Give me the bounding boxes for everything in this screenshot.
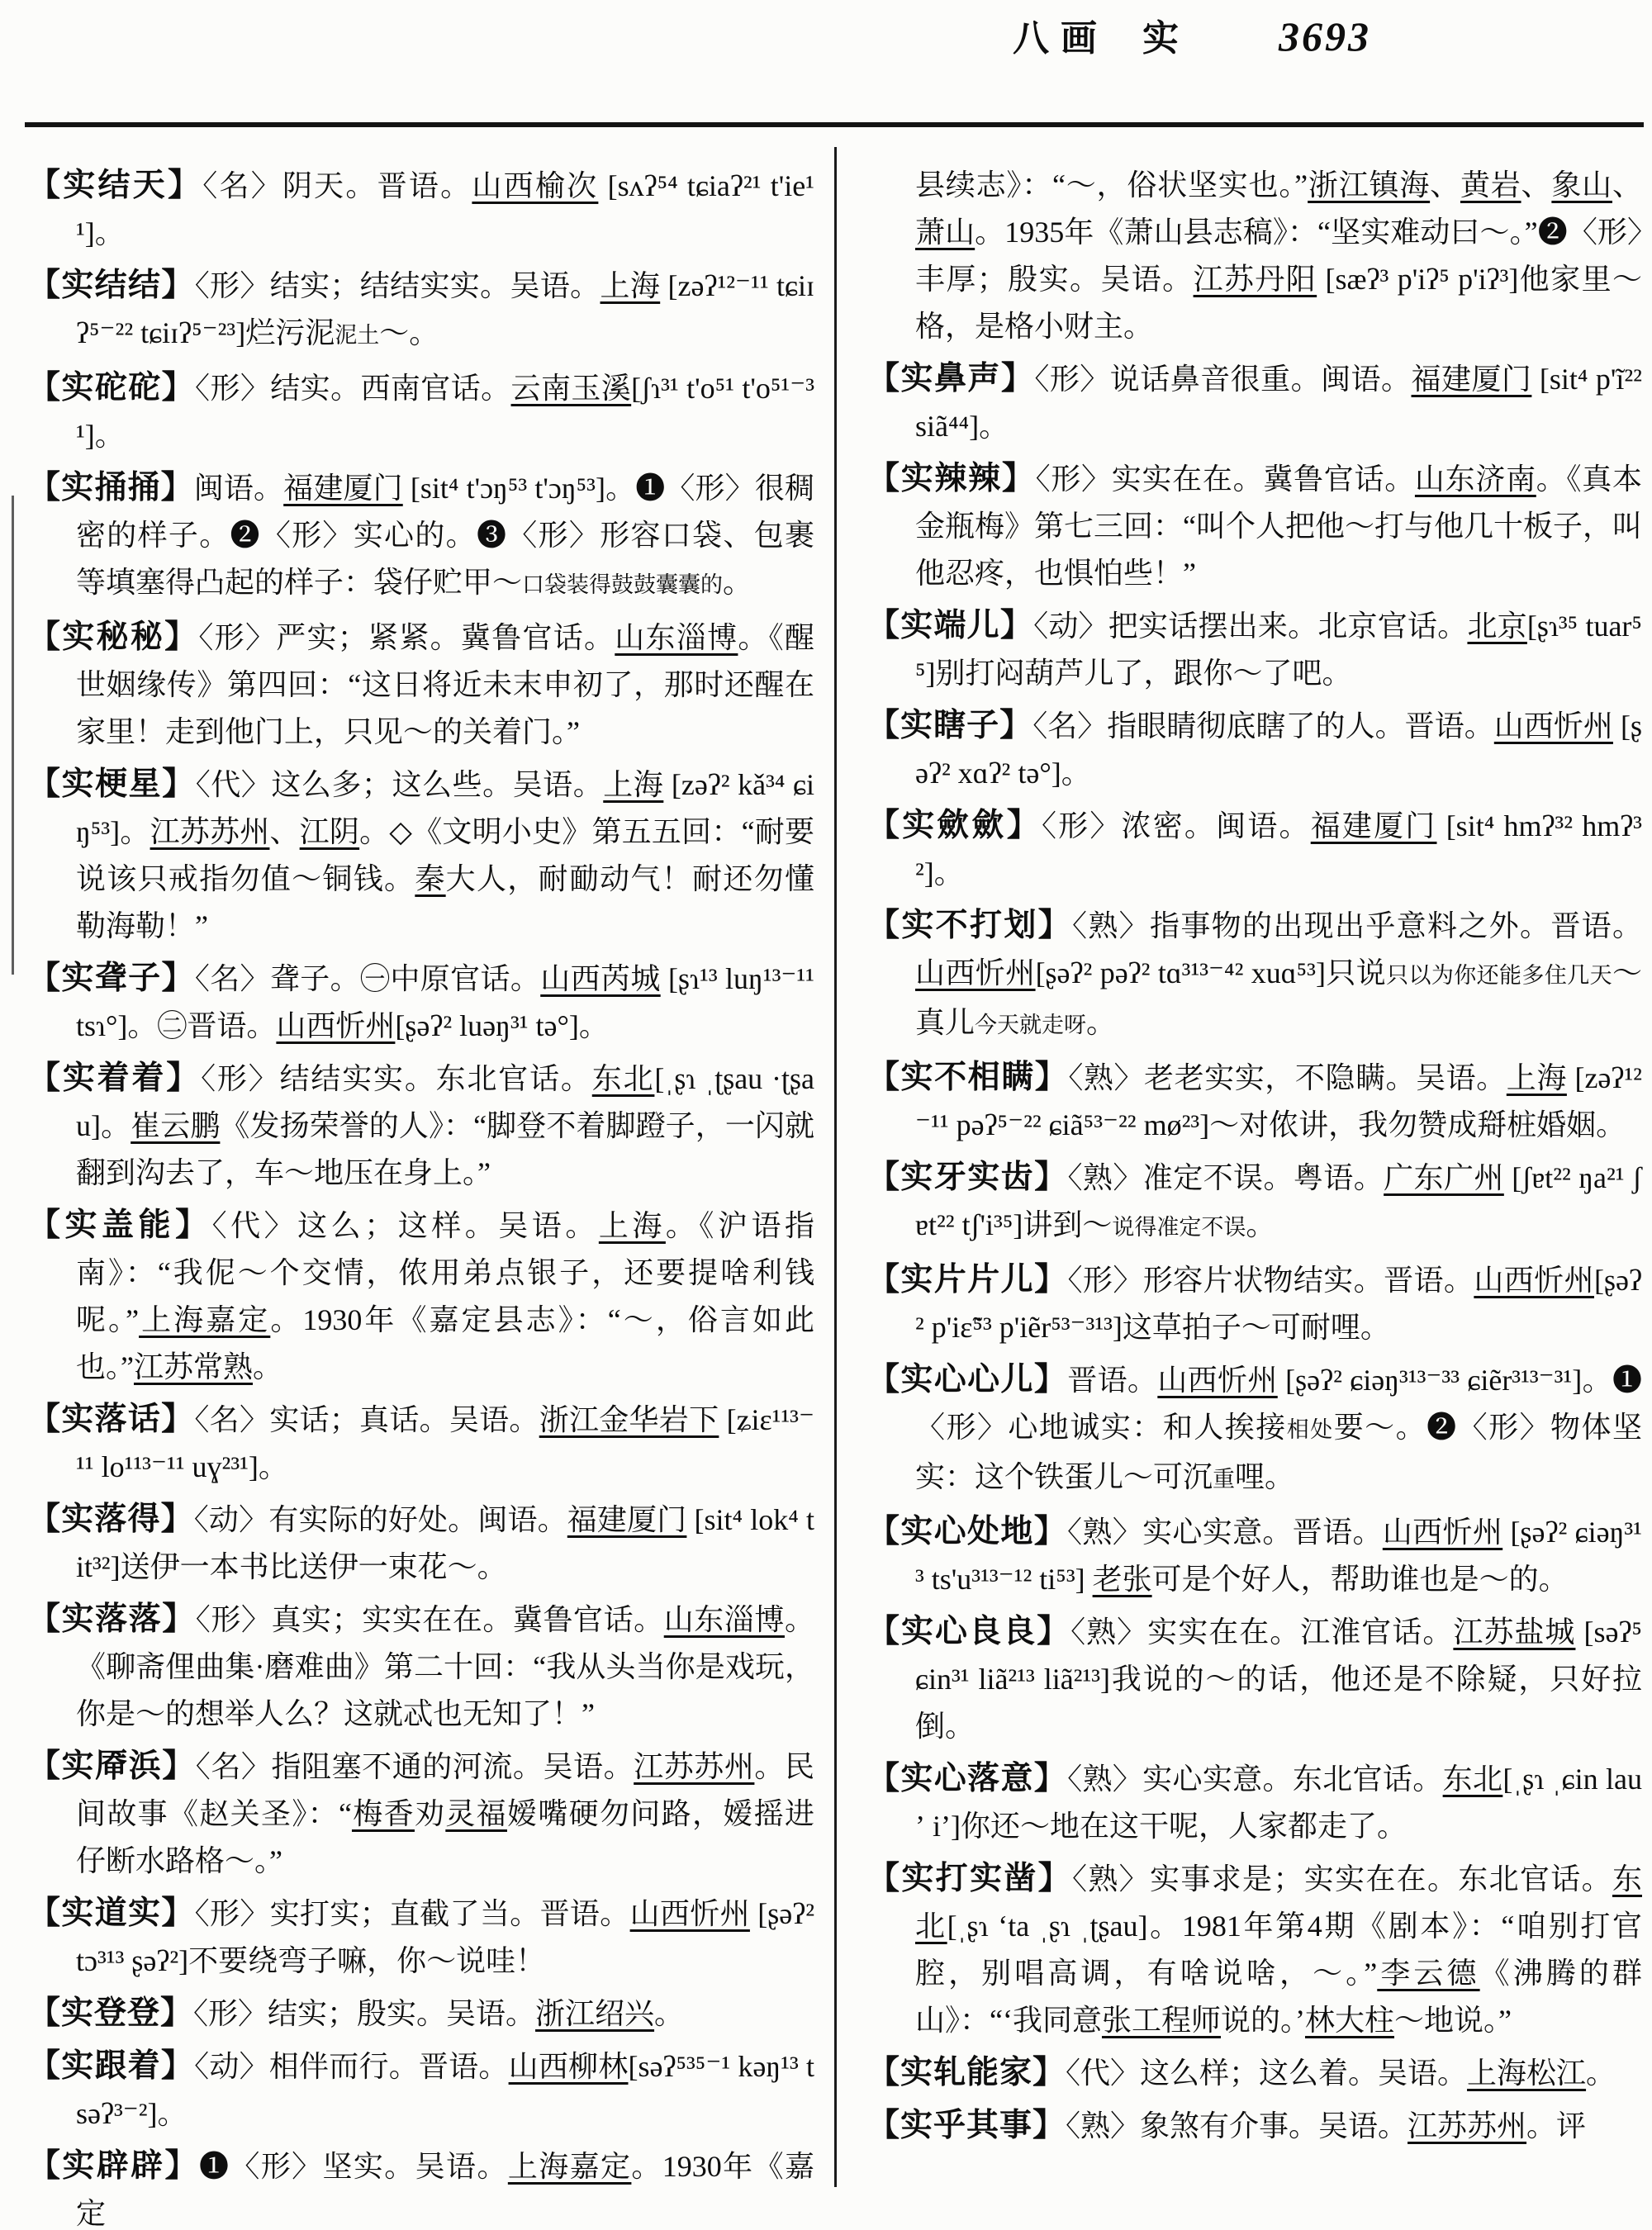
entry-headword: 【实心处地】 (867, 1514, 1068, 1549)
entry-body: ❶〈形〉坚实。吴语。上海嘉定。1930年《嘉定 (76, 2150, 814, 2230)
entry-headword: 【实端儿】 (867, 608, 1034, 643)
header-rule (25, 122, 1644, 127)
dictionary-entry (28, 1055, 814, 1197)
entry-body: 〈熟〉象煞有介事。吴语。江苏苏州。评 (1066, 2109, 1587, 2142)
dictionary-entry (28, 2142, 814, 2230)
entry-body: 县续志》：“～，俗状坚实也。”浙江镇海、黄岩、象山、萧山。1935年《萧山县志稿》：“坚实难动曰～。”❷〈形〉丰厚；殷实。吴语。江苏丹阳 [sæʔ³ p'iʔ⁵ p'iʔ³]他家里～格，是格小财主。 (915, 168, 1642, 343)
page-header (0, 8, 1644, 61)
dictionary-entry (28, 1202, 814, 1391)
entry-headword: 【实不相瞒】 (867, 1060, 1069, 1095)
dictionary-entry (28, 2043, 814, 2137)
entry-headword: 【实鼻声】 (867, 361, 1035, 396)
dictionary-entry (867, 355, 1642, 450)
entry-body: 〈形〉结实。西南官话。云南玉溪[ʃɿ³¹ t'o⁵¹ t'o⁵¹⁻³¹]。 (76, 372, 814, 452)
entry-headword: 【实捅捅】 (28, 470, 194, 505)
entry-body: 〈熟〉指事物的出现出乎意料之外。晋语。山西忻州[ʂəʔ² pəʔ² tɑ³¹³⁻⁴² xuɑ⁵³]只说只以为你还能多住几天～真儿今天就走呀。 (915, 909, 1642, 1039)
entry-headword: 【实道实】 (28, 1896, 195, 1931)
dictionary-entry (28, 364, 814, 459)
entry-headword: 【实梗星】 (28, 766, 196, 802)
entry-headword: 【实辣辣】 (867, 461, 1036, 496)
dictionary-entry (28, 761, 814, 950)
entry-headword: 【实砣砣】 (28, 370, 196, 406)
dictionary-entry (867, 702, 1642, 797)
entry-body: 〈熟〉老老实实，不隐瞒。吴语。上海 [zəʔ¹²⁻¹¹ pəʔ⁵⁻²² ɕiã⁵³⁻²² mø²³]～对侬讲，我勿赞成搿桩婚姻。 (915, 1061, 1642, 1141)
entry-headword: 【实乎其事】 (867, 2108, 1066, 2143)
entry-headword: 【实盖能】 (28, 1208, 212, 1243)
entry-headword: 【实不打划】 (867, 908, 1072, 943)
dictionary-entry (28, 262, 814, 359)
entry-headword: 【实心心儿】 (867, 1362, 1068, 1397)
entry-body: 〈形〉真实；实实在在。冀鲁官话。山东淄博。《聊斋俚曲集·磨难曲》第二十回：“我从头当你是戏玩，你是～的想举人么？这就忒也无知了！” (76, 1603, 814, 1730)
entry-headword: 【实聋子】 (28, 961, 195, 996)
dictionary-entry (28, 955, 814, 1050)
entry-headword: 【实秘秘】 (28, 619, 199, 655)
dictionary-entry (28, 614, 814, 756)
entry-body: 〈形〉实实在在。冀鲁官话。山东济南。《真本金瓶梅》第七三回：“叫个人把他～打与他几十板子，叫他忍疼，也惧怕些！” (915, 463, 1642, 590)
entry-headword: 【实片片儿】 (867, 1262, 1068, 1298)
entry-headword: 【实落得】 (28, 1502, 194, 1537)
entry-headword: 【实着着】 (28, 1060, 202, 1096)
dictionary-entry (28, 1743, 814, 1885)
entry-headword: 【实结天】 (28, 168, 203, 203)
dictionary-entry (867, 602, 1642, 697)
entry-headword: 【实打实凿】 (867, 1861, 1072, 1896)
entry-body: 〈名〉实话；真话。吴语。浙江金华岩下 [ʑiɛ¹¹³⁻¹¹ lo¹¹³⁻¹¹ uɣ²³¹]。 (76, 1403, 814, 1483)
left-column (28, 162, 814, 2230)
entry-body: 〈熟〉实心实意。东北官话。东北[ˌʂɿ ˌɕin lauʼ iʼ]你还～地在这干呢，人家都走了。 (915, 1763, 1642, 1843)
entry-body: 〈代〉这么多；这么些。吴语。上海 [zəʔ² kǎ³⁴ ɕiŋ⁵³]。江苏苏州、江阴。◇《文明小史》第五五回：“耐要说该只戒指勿值～铜钱。秦大人，耐勔动气！耐还勿懂勒海勒！” (76, 768, 814, 942)
dictionary-entry (28, 464, 814, 609)
dictionary-entry (867, 1356, 1642, 1503)
dictionary-entry (28, 1990, 814, 2038)
entry-body: 〈动〉相伴而行。晋语。山西柳林[səʔ⁵³⁵⁻¹ kəŋ¹³ tsəʔ³⁻²]。 (76, 2050, 814, 2130)
dictionary-entry (867, 902, 1642, 1049)
entry-body: 〈代〉这么；这样。吴语。上海。《沪语指南》：“我伲～个交情，侬用弟点银子，还要提啥利钱呢。”上海嘉定。1930年《嘉定县志》：“～，俗言如此也。”江苏常熟。 (76, 1209, 814, 1383)
entry-headword: 【实跟着】 (28, 2048, 195, 2084)
entry-body: 〈形〉结实；结结实实。吴语。上海 [zəʔ¹²⁻¹¹ tɕiɪʔ⁵⁻²² tɕiɪʔ⁵⁻²³]烂污泥泥土～。 (76, 269, 814, 349)
entry-body: 〈形〉严实；紧紧。冀鲁官话。山东淄博。《醒世姻缘传》第四回：“这日将近未末申初了，那时还醒在家里！走到他门上，只见～的关着门。” (76, 621, 814, 748)
dictionary-entry (867, 802, 1642, 897)
entry-headword: 【实落话】 (28, 1402, 195, 1437)
dictionary-entry (28, 1596, 814, 1738)
scan-edge-artifact (12, 496, 14, 975)
entry-body: 〈动〉把实话摆出来。北京官话。北京[ʂɿ³⁵ tuar⁵⁵]别打闷葫芦儿了，跟你～了吧。 (915, 610, 1642, 690)
entry-body: 〈名〉聋子。㊀中原官话。山西芮城 [ʂɿ¹³ luŋ¹³⁻¹¹ tsɿ°]。㊁晋语。山西忻州[ʂəʔ² luəŋ³¹ tə°]。 (76, 962, 814, 1042)
entry-body: 〈形〉结结实实。东北官话。东北[ˌʂɿ ˌʈʂau ·ʈʂau]。崔云鹏《发扬荣誉的人》：“脚登不着脚蹬子，一闪就翻到沟去了，车～地压在身上。” (76, 1062, 814, 1189)
entry-body: 〈名〉指眼睛彻底瞎了的人。晋语。山西忻州 [ʂəʔ² xɑʔ² tə°]。 (915, 709, 1642, 790)
entry-body: 〈形〉浓密。闽语。福建厦门 [sit⁴ hmʔ³² hmʔ³²]。 (915, 809, 1642, 890)
entry-headword: 【实心落意】 (867, 1761, 1068, 1796)
entry-headword: 【实登登】 (28, 1995, 194, 2031)
entry-headword: 【实瞎子】 (867, 708, 1033, 743)
dictionary-entry (28, 1890, 814, 1985)
entry-headword: 【实心良良】 (867, 1614, 1071, 1649)
entry-headword: 【实牙实齿】 (867, 1160, 1068, 1195)
stroke-section-label: 八画 (1013, 18, 1108, 59)
entry-body: 〈形〉实打实；直截了当。晋语。山西忻州 [ʂəʔ² tɔ³¹³ ʂəʔ²]不要绕弯子嘛，你～说哇！ (76, 1897, 814, 1977)
entry-headword: 【实厣浜】 (28, 1748, 196, 1784)
entry-body: 〈形〉形容片状物结实。晋语。山西忻州[ʂəʔ² p'iɛ̃⁵³ p'iẽr⁵³⁻³¹³]这草拍子～可耐哩。 (915, 1264, 1642, 1344)
entry-body: 〈名〉阴天。晋语。山西榆次 [sʌʔ⁵⁴ tɕiaʔ²¹ t'ie¹¹]。 (76, 169, 814, 249)
dictionary-entry (28, 162, 814, 257)
head-character: 实 (1142, 18, 1179, 59)
dictionary-entry (867, 1755, 1642, 1850)
dictionary-entry (867, 1154, 1642, 1251)
dictionary-entry (867, 455, 1642, 597)
entry-body: 〈代〉这么样；这么着。吴语。上海松江。 (1066, 2057, 1616, 2090)
dictionary-entry (28, 1396, 814, 1491)
entry-body: 〈名〉指阻塞不通的河流。吴语。江苏苏州。民间故事《赵关圣》：“梅香劝灵福嫒嘴硬勿问路，嫒摇进仔断水路格～。” (76, 1750, 814, 1877)
dictionary-entry (28, 1496, 814, 1591)
page-number: 3693 (1279, 13, 1371, 59)
entry-body: 〈形〉结实；殷实。吴语。浙江绍兴。 (193, 1997, 685, 2030)
dictionary-entry (867, 2102, 1642, 2150)
entry-body: 〈形〉说话鼻音很重。闽语。福建厦门 [sit⁴ p'ĩ²² siã⁴⁴]。 (915, 363, 1642, 443)
entry-headword: 【实落落】 (28, 1601, 196, 1637)
entry-headword: 【实结结】 (28, 268, 195, 303)
entry-headword: 【实轧能家】 (867, 2055, 1066, 2090)
entry-headword: 【实歛歛】 (867, 808, 1042, 843)
dictionary-entry (867, 1855, 1642, 2044)
dictionary-entry (867, 1508, 1642, 1603)
dictionary-entry (867, 1054, 1642, 1149)
dictionary-entry-continuation (867, 162, 1642, 350)
entry-body: 晋语。山西忻州 [ʂəʔ² ɕiəŋ³¹³⁻³³ ɕiẽr³¹³⁻³¹]。❶〈形〉心地诚实：和人挨接相处要～。❷〈形〉物体坚实：这个铁蛋儿～可沉重哩。 (915, 1364, 1642, 1493)
entry-body: 〈熟〉准定不误。粤语。广东广州 [ʃɐt²² ŋa²¹ ʃɐt²² tʃ'i³⁵]讲到～说得准定不误。 (915, 1161, 1642, 1241)
entry-body: 闽语。福建厦门 [sit⁴ t'ɔŋ⁵³ t'ɔŋ⁵³]。❶〈形〉很稠密的样子。❷〈形〉实心的。❸〈形〉形容口袋、包裹等填塞得凸起的样子：袋仔贮甲～口袋装得鼓鼓囊囊的。 (76, 472, 814, 599)
dictionary-entry (867, 2049, 1642, 2097)
entry-body: 〈动〉有实际的好处。闽语。福建厦门 [sit⁴ lok⁴ tit³²]送伊一本书比送伊一束花～。 (76, 1503, 814, 1583)
entry-headword: 【实辟辟】 (28, 2148, 199, 2184)
dictionary-entry (867, 1608, 1642, 1750)
entry-body: 〈熟〉实心实意。晋语。山西忻州 [ʂəʔ² ɕiəŋ³¹³ ts'u³¹³⁻¹² ti⁵³] 老张可是个好人，帮助谁也是～的。 (915, 1516, 1642, 1596)
entry-body: 〈熟〉实事求是；实实在在。东北官话。东北[ˌʂɿ ʻta ˌʂɿ ˌʈʂau]。1981年第4期《剧本》：“咱别打官腔，别唱高调，有啥说啥，～。”李云德《沸腾的群山》：“‘我同意张工程师说的。’林大柱～地说。” (915, 1862, 1642, 2037)
dictionary-entry (867, 1256, 1642, 1351)
entry-body: 〈熟〉实实在在。江淮官话。江苏盐城 [səʔ⁵ ɕin³¹ liã²¹³ liã²¹³]我说的～的话，他还是不除疑，只好拉倒。 (915, 1616, 1642, 1743)
column-divider (834, 147, 837, 2187)
right-column (867, 162, 1642, 2155)
